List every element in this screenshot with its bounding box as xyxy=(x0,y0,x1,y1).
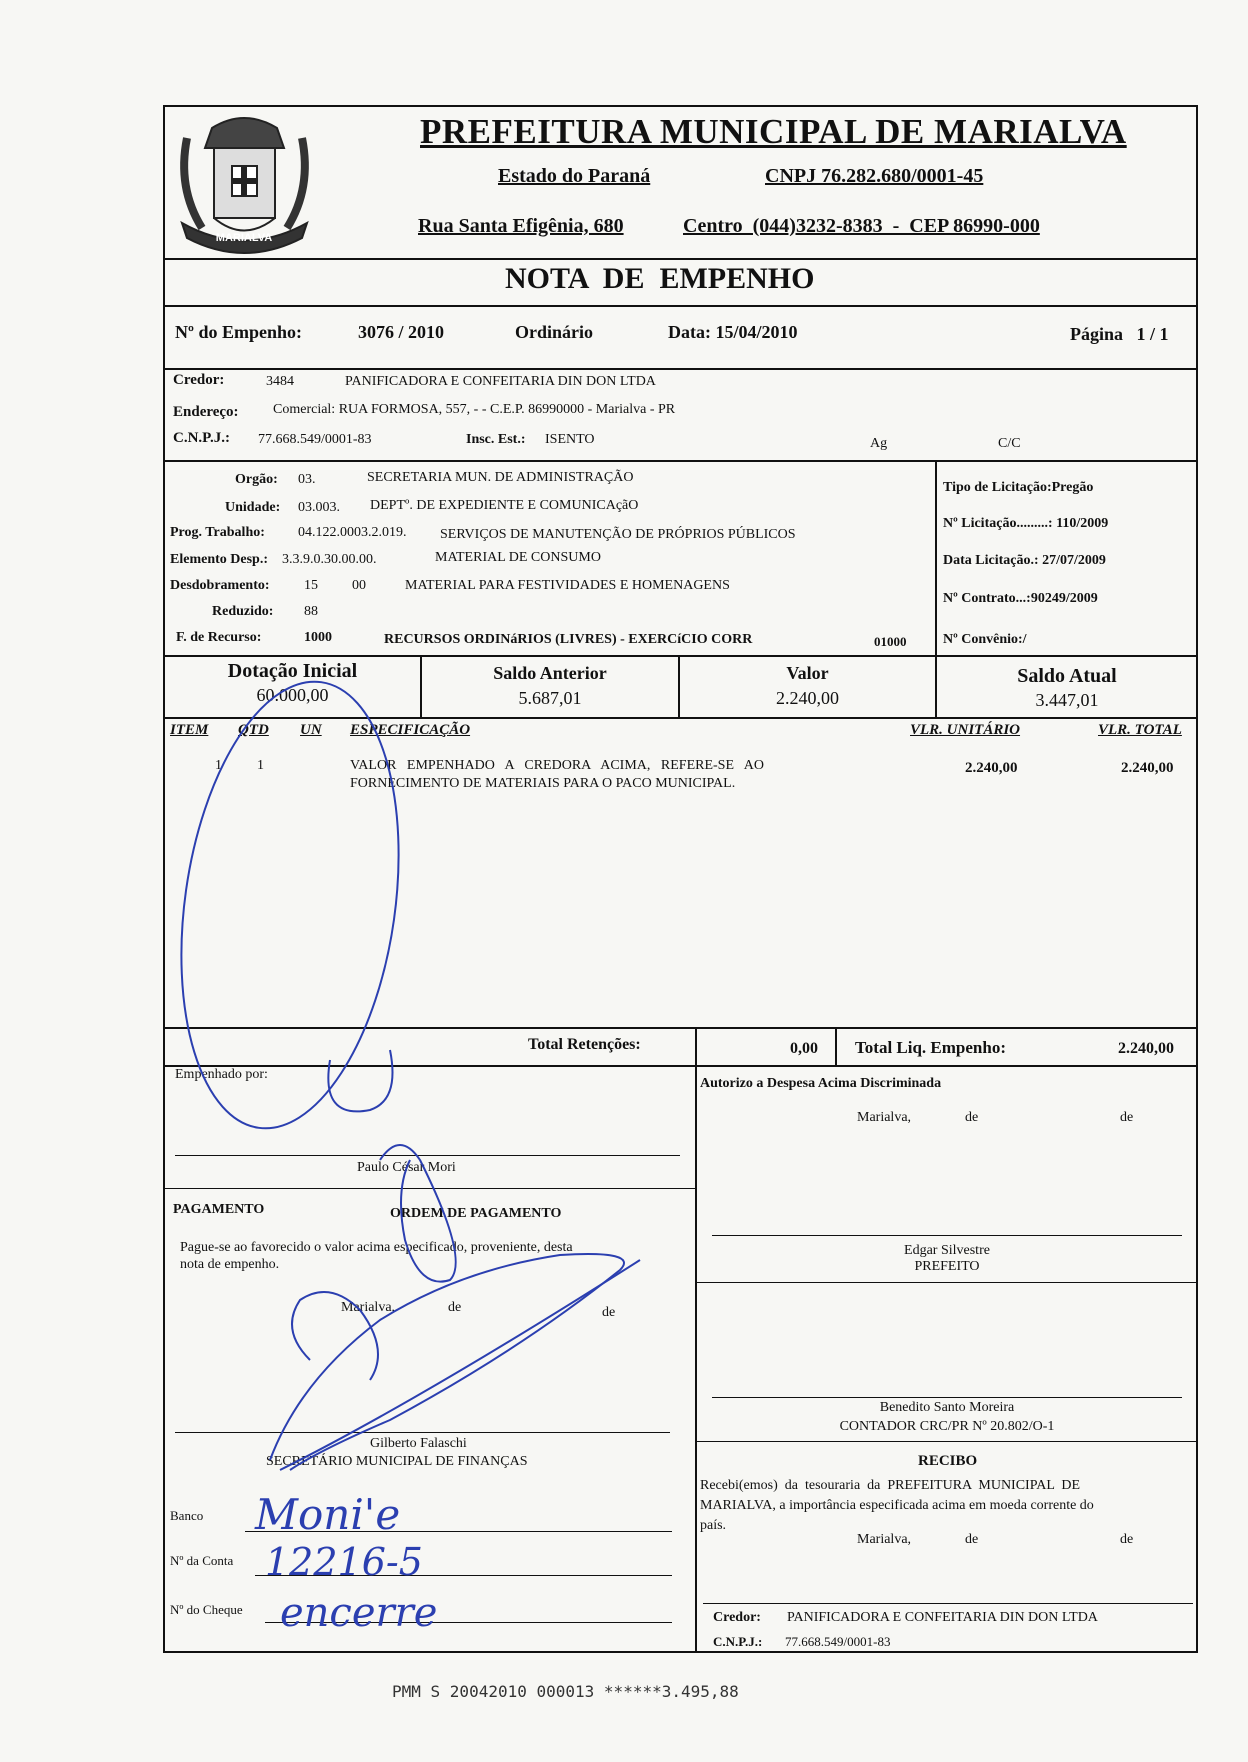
row-total-value: 2.240,00 xyxy=(1121,760,1174,776)
saldo-anterior-value: 5.687,01 xyxy=(518,688,582,708)
pagamento-text-line2: nota de empenho. xyxy=(180,1257,280,1272)
credor-code: 3484 xyxy=(266,374,294,389)
credor-address: Comercial: RUA FORMOSA, 557, - - C.E.P. 86990000 - Marialva - PR xyxy=(273,402,676,417)
desdob-name: MATERIAL PARA FESTIVIDADES E HOMENAGENS xyxy=(405,578,730,593)
elemento-label: Elemento Desp.: xyxy=(170,552,268,567)
licitacao-contrato: Nº Contrato...:90249/2009 xyxy=(943,591,1098,606)
col-header-un: UN xyxy=(300,722,322,738)
prog-code: 04.122.0003.2.019. xyxy=(298,525,407,540)
pagamento-city: Marialva, xyxy=(341,1300,396,1315)
header-title: PREFEITURA MUNICIPAL DE MARIALVA xyxy=(420,112,1127,151)
pagamento-text-line1: Pague-se ao favorecido o valor acima especificado, proveniente, desta xyxy=(180,1240,573,1255)
prog-label: Prog. Trabalho: xyxy=(170,525,265,540)
orgao-label: Orgão: xyxy=(235,472,278,487)
col-header-item: ITEM xyxy=(170,722,209,738)
saldo-anterior-label: Saldo Anterior xyxy=(493,663,607,683)
dotacao-value: 60.000,00 xyxy=(256,685,329,705)
reduzido-label: Reduzido: xyxy=(212,604,274,619)
document-title: NOTA DE EMPENHO xyxy=(505,262,815,295)
prefeito-name: Edgar Silvestre xyxy=(904,1243,990,1258)
cheque-label: Nº do Cheque xyxy=(170,1602,243,1617)
prog-name: SERVIÇOS DE MANUTENÇÃO DE PRÓPRIOS PÚBLICOS xyxy=(440,527,796,542)
recibo-text-line1: Recebi(emos) da tesouraria da PREFEITURA MUNICIPAL DE xyxy=(700,1478,1081,1493)
empenho-label: Nº do Empenho: xyxy=(175,322,302,342)
empenho-date: Data: 15/04/2010 xyxy=(668,322,798,342)
banco-label: Banco xyxy=(170,1508,204,1523)
prefeito-role: PREFEITO xyxy=(914,1259,980,1274)
elemento-code: 3.3.9.0.30.00.00. xyxy=(282,552,377,567)
recibo-de1: de xyxy=(965,1532,979,1547)
row-qtd: 1 xyxy=(257,758,264,773)
col-header-qtd: QTD xyxy=(238,722,269,738)
recibo-city: Marialva, xyxy=(857,1532,912,1547)
recurso-num: 01000 xyxy=(874,634,907,649)
recibo-cnpj: 77.668.549/0001-83 xyxy=(785,1634,891,1649)
autorizo-de2: de xyxy=(1120,1110,1134,1125)
recurso-label: F. de Recurso: xyxy=(176,630,262,645)
unidade-label: Unidade: xyxy=(225,500,281,515)
pagamento-de1: de xyxy=(448,1300,462,1315)
contador-name: Benedito Santo Moreira xyxy=(879,1400,1015,1415)
recurso-name: RECURSOS ORDINáRIOS (LIVRES) - EXERCíCIO CORR xyxy=(384,632,753,647)
autorizo-de1: de xyxy=(965,1110,979,1125)
recibo-text-line3: país. xyxy=(700,1518,727,1533)
contador-role: CONTADOR CRC/PR Nº 20.802/O-1 xyxy=(839,1419,1055,1434)
col-header-unit: VLR. UNITÁRIO xyxy=(910,722,1021,738)
desdob-sub: 00 xyxy=(352,578,366,593)
pagamento-de2: de xyxy=(602,1305,616,1320)
valor-value: 2.240,00 xyxy=(776,688,839,708)
insc-label: Insc. Est.: xyxy=(466,432,526,447)
empenhado-name: Paulo César Mori xyxy=(357,1160,456,1175)
insc-value: ISENTO xyxy=(545,432,595,447)
row-spec-line1: VALOR EMPENHADO A CREDORA ACIMA, REFERE-SE AO xyxy=(350,758,764,773)
orgao-code: 03. xyxy=(298,472,316,487)
recibo-credor-name: PANIFICADORA E CONFEITARIA DIN DON LTDA xyxy=(787,1610,1098,1625)
licitacao-convenio: Nº Convênio:/ xyxy=(943,632,1027,647)
falaschi-role: SECRETÁRIO MUNICIPAL DE FINANÇAS xyxy=(266,1454,528,1469)
empenho-number: 3076 / 2010 xyxy=(358,322,445,342)
licitacao-data: Data Licitação.: 27/07/2009 xyxy=(943,553,1106,568)
recibo-cnpj-label: C.N.P.J.: xyxy=(713,1634,763,1649)
header-state: Estado do Paraná xyxy=(498,165,651,187)
recibo-text-line2: MARIALVA, a importância especificada acima em moeda corrente do xyxy=(700,1498,1094,1513)
row-item: 1 xyxy=(215,758,222,773)
reduzido-value: 88 xyxy=(304,604,318,619)
conta-handwritten: 12216-5 xyxy=(265,1540,423,1584)
page-number: Página 1 / 1 xyxy=(1070,324,1169,344)
row-spec-line2: FORNECIMENTO DE MATERIAIS PARA O PACO MUNICIPAL. xyxy=(350,776,736,791)
footer-stamp: PMM S 20042010 000013 ******3.495,88 xyxy=(392,1682,739,1701)
col-header-total: VLR. TOTAL xyxy=(1098,722,1182,738)
col-header-spec: ESPECIFICAÇÃO xyxy=(350,722,471,738)
licitacao-numero: Nº Licitação.........: 110/2009 xyxy=(943,516,1109,531)
saldo-atual-value: 3.447,01 xyxy=(1035,690,1099,710)
desdob-label: Desdobramento: xyxy=(170,578,270,593)
recurso-code: 1000 xyxy=(304,630,332,645)
recibo-de2: de xyxy=(1120,1532,1134,1547)
header-cnpj: CNPJ 76.282.680/0001-45 xyxy=(765,165,984,187)
empenhado-label: Empenhado por: xyxy=(175,1067,268,1082)
empenho-type: Ordinário xyxy=(515,322,594,342)
liquido-value: 2.240,00 xyxy=(1118,1040,1174,1057)
seal-ribbon-text: MARIALVA xyxy=(215,232,273,244)
licitacao-tipo: Tipo de Licitação:Pregão xyxy=(943,480,1094,495)
address-label: Endereço: xyxy=(173,404,239,420)
pagamento-label: PAGAMENTO xyxy=(173,1202,265,1217)
falaschi-name: Gilberto Falaschi xyxy=(370,1436,467,1451)
desdob-code: 15 xyxy=(304,578,318,593)
header-district-phone: Centro (044)3232-8383 - CEP 86990-000 xyxy=(683,215,1040,237)
unidade-code: 03.003. xyxy=(298,500,340,515)
autorizo-text: Autorizo a Despesa Acima Discriminada xyxy=(700,1076,942,1091)
orgao-name: SECRETARIA MUN. DE ADMINISTRAÇÃO xyxy=(367,470,634,485)
elemento-name: MATERIAL DE CONSUMO xyxy=(435,550,601,565)
ag-label: Ag xyxy=(870,436,888,451)
retencoes-label: Total Retenções: xyxy=(528,1036,641,1053)
autorizo-city: Marialva, xyxy=(857,1110,912,1125)
credor-label: Credor: xyxy=(173,372,225,388)
retencoes-value: 0,00 xyxy=(790,1040,818,1057)
unidade-name: DEPTº. DE EXPEDIENTE E COMUNICAçãO xyxy=(370,498,639,513)
cheque-handwritten: encerre xyxy=(280,1590,438,1636)
liquido-label: Total Liq. Empenho: xyxy=(855,1038,1006,1057)
cc-label: C/C xyxy=(998,436,1021,451)
header-address: Rua Santa Efigênia, 680 xyxy=(418,215,624,237)
banco-handwritten: Moni'e xyxy=(255,1490,401,1539)
row-unit-value: 2.240,00 xyxy=(965,760,1018,776)
ordem-label: ORDEM DE PAGAMENTO xyxy=(390,1206,562,1221)
recibo-credor-label: Credor: xyxy=(713,1610,761,1625)
dotacao-label: Dotação Inicial xyxy=(227,660,358,682)
credor-name: PANIFICADORA E CONFEITARIA DIN DON LTDA xyxy=(345,374,656,389)
saldo-atual-label: Saldo Atual xyxy=(1017,665,1117,687)
valor-label: Valor xyxy=(786,663,829,683)
conta-label: Nº da Conta xyxy=(170,1553,234,1568)
cnpj-label: C.N.P.J.: xyxy=(173,430,230,446)
recibo-title: RECIBO xyxy=(918,1453,978,1469)
credor-cnpj: 77.668.549/0001-83 xyxy=(258,432,372,447)
